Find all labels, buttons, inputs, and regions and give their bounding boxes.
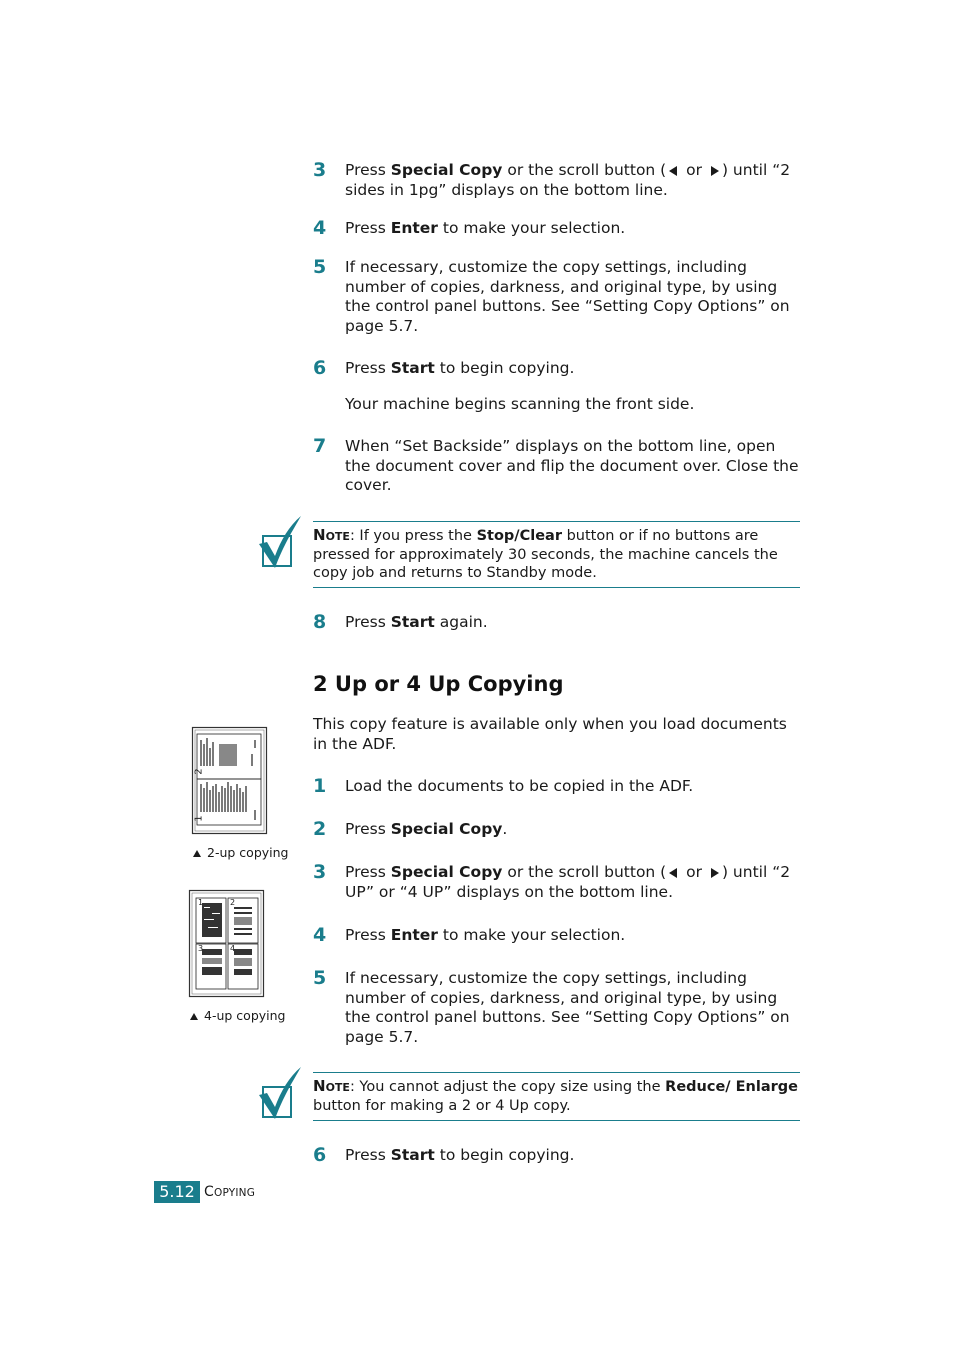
step-text: Press Special Copy or the scroll button ( or ) until “2 sides in 1pg” displays on the bottom line. bbox=[345, 161, 791, 199]
page-number: 5.12 bbox=[154, 1181, 200, 1203]
section-intro: This copy feature is available only when you load documents in the ADF. bbox=[313, 715, 787, 753]
step-text: Press Start to begin copying. bbox=[345, 359, 575, 377]
step-text: If necessary, customize the copy settings, including number of copies, darkness, and original type, by using the control panel buttons. See “Setting Copy Options” on page 5.7. bbox=[345, 969, 790, 1046]
chapter-label: COPYING bbox=[204, 1184, 256, 1200]
step-text: Press Special Copy. bbox=[345, 820, 508, 838]
step-text: Press Enter to make your selection. bbox=[345, 219, 626, 237]
step-text: Load the documents to be copied in the ADF. bbox=[345, 777, 694, 795]
scroll-left-icon bbox=[669, 166, 677, 176]
step-number: 1 bbox=[313, 775, 327, 797]
step-extra-text: Your machine begins scanning the front side. bbox=[345, 395, 695, 413]
figure-page-number: 4 bbox=[230, 944, 236, 953]
section-heading: 2 Up or 4 Up Copying bbox=[313, 672, 564, 696]
note-box: NOTE: You cannot adjust the copy size using the Reduce/ Enlarge button for making a 2 or 4 Up copy. bbox=[313, 1072, 800, 1121]
step-text: If necessary, customize the copy settings, including number of copies, darkness, and original type, by using the control panel buttons. See “Setting Copy Options” on page 5.7. bbox=[345, 258, 790, 335]
scroll-right-icon bbox=[711, 166, 719, 176]
figure-page-number: 3 bbox=[198, 944, 204, 953]
note-label: NOTE bbox=[313, 526, 350, 544]
figure-caption: 4-up copying bbox=[190, 1008, 285, 1023]
step-number: 4 bbox=[313, 217, 327, 239]
step-number: 3 bbox=[313, 159, 327, 181]
figure-page-number: 2 bbox=[193, 768, 205, 775]
step-text: When “Set Backside” displays on the bottom line, open the document cover and flip the document over. Close the cover. bbox=[345, 437, 799, 494]
figure-page-number: 1 bbox=[198, 898, 204, 907]
step-text: Press Enter to make your selection. bbox=[345, 926, 626, 944]
triangle-pointer-icon bbox=[190, 1013, 198, 1020]
figure-page-number: 2 bbox=[230, 898, 236, 907]
note-label: NOTE bbox=[313, 1077, 350, 1095]
figure-caption: 2-up copying bbox=[193, 845, 288, 860]
step-number: 4 bbox=[313, 924, 327, 946]
step-number: 6 bbox=[313, 357, 327, 379]
step-number: 5 bbox=[313, 967, 327, 989]
scroll-right-icon bbox=[711, 868, 719, 878]
note-box: NOTE: If you press the Stop/Clear button or if no buttons are pressed for approximately 30 seconds, the machine cancels the copy job and returns to Standby mode. bbox=[313, 521, 800, 588]
step-number: 5 bbox=[313, 256, 327, 278]
step-number: 7 bbox=[313, 435, 327, 457]
step-number: 6 bbox=[313, 1144, 327, 1166]
step-text: Press Start to begin copying. bbox=[345, 1146, 575, 1164]
triangle-pointer-icon bbox=[193, 850, 201, 857]
step-text: Press Start again. bbox=[345, 613, 488, 631]
scroll-left-icon bbox=[669, 868, 677, 878]
step-number: 2 bbox=[313, 818, 327, 840]
step-number: 3 bbox=[313, 861, 327, 883]
step-number: 8 bbox=[313, 611, 327, 633]
checkmark-note-icon bbox=[257, 1065, 303, 1121]
checkmark-note-icon bbox=[257, 514, 303, 570]
figure-page-number: 1 bbox=[193, 815, 205, 822]
step-text: Press Special Copy or the scroll button ( or ) until “2 UP” or “4 UP” displays on the bottom line. bbox=[345, 863, 791, 901]
